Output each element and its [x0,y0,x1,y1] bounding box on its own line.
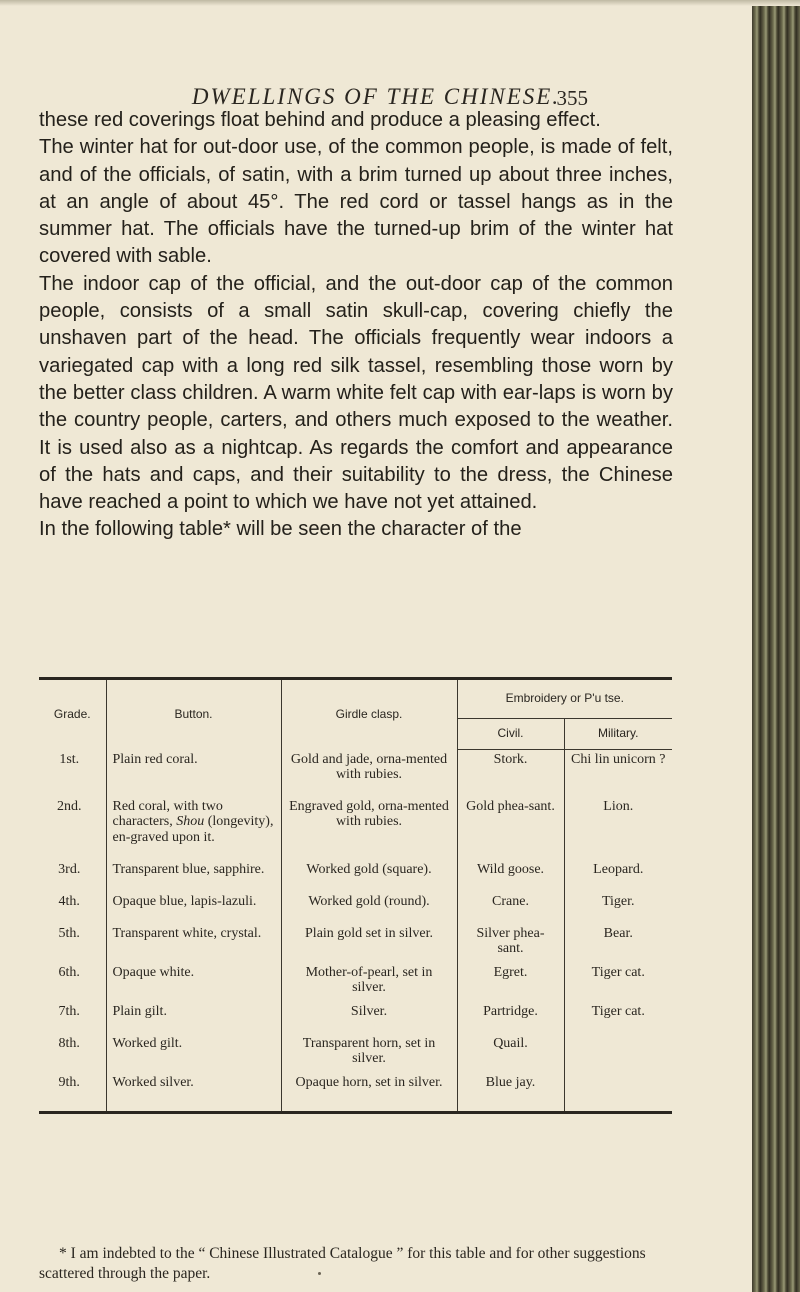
cell-girdle-clasp: Silver. [281,1002,457,1034]
cell-military: Chi lin unicorn ? [564,750,672,797]
cell-military [564,1073,672,1113]
paragraph: these red coverings float behind and produce a pleasing effect. [39,109,601,131]
cell-girdle-clasp: Engraved gold, orna-mented with rubies. [281,797,457,860]
paragraph: The indoor cap of the official, and the out-door cap of the common people, consists of a small satin skull-cap, covering chiefly the unshaven part of the head. The officials frequently wear indoors a variegated cap with a long red silk tassel, resembling those worn by the better class children. A warm white felt cap with ear-laps is worn by the country people, carters, and others much exposed to the weather. It is used also as a nightcap. As regards the comfort and appearance of the hats and caps, and their suitability to the dress, the Chinese have reached a point to which we have not yet attained. [39,272,673,514]
cell-girdle-clasp: Plain gold set in silver. [281,924,457,963]
header-civil: Civil. [457,719,564,750]
cell-military: Bear. [564,924,672,963]
page-speck [318,1272,321,1275]
cell-girdle-clasp: Transparent horn, set in silver. [281,1034,457,1073]
cell-girdle-clasp: Gold and jade, orna-mented with rubies. [281,750,457,797]
cell-button: Worked silver. [106,1073,281,1113]
cell-military: Tiger cat. [564,963,672,1002]
cell-grade: 8th. [58,1035,80,1051]
cell-grade: 1st. [59,751,80,767]
cell-civil: Silver phea-sant. [457,924,564,963]
paragraph: The winter hat for out-door use, of the common people, is made of felt, and of the officials, of satin, with a brim turned up about three inches, at an angle of about 45°. The red cord or tassel hangs as in the summer hat. The officials have the turned-up brim of the winter hat covered with sable. [39,136,673,268]
cell-grade: 2nd. [57,798,82,814]
footnote [39,1244,679,1284]
cell-grade: 6th. [58,964,80,980]
cell-civil: Quail. [457,1034,564,1073]
table-row [39,1034,672,1073]
cell-civil: Egret. [457,963,564,1002]
button-text-italic: Shou [176,814,205,829]
cell-military [564,1034,672,1073]
running-title: DWELLINGS OF THE CHINESE. [191,84,561,109]
header-grade: Grade. [39,679,106,750]
table-row [39,924,672,963]
table-row [39,1002,672,1034]
cell-girdle-clasp: Mother-of-pearl, set in silver. [281,963,457,1002]
cell-grade: 9th. [58,1074,80,1090]
cell-military: Tiger. [564,892,672,924]
cell-button: Opaque blue, lapis-lazuli. [106,892,281,924]
cell-military: Lion. [564,797,672,860]
paragraph: In the following table* will be seen the character of the [39,518,522,541]
cell-grade: 7th. [58,1003,80,1019]
cell-girdle-clasp: Worked gold (square). [281,860,457,892]
cell-button: Opaque white. [106,963,281,1002]
cell-military: Tiger cat. [564,1002,672,1034]
cell-civil: Partridge. [457,1002,564,1034]
table-row [39,963,672,1002]
cell-civil: Crane. [457,892,564,924]
cell-girdle-clasp: Opaque horn, set in silver. [281,1073,457,1113]
header-button: Button. [106,679,281,750]
cell-button: Transparent white, crystal. [106,924,281,963]
cell-civil: Gold phea-sant. [457,797,564,860]
table-row [39,1073,672,1113]
cell-girdle-clasp: Worked gold (round). [281,892,457,924]
rank-table [39,677,672,1114]
table-row [39,797,672,860]
cell-grade: 3rd. [58,861,81,877]
page-number: 355 [556,86,588,110]
page-top-shadow [0,0,800,6]
cell-civil: Stork. [457,750,564,797]
table-row [39,892,672,924]
header-embroidery: Embroidery or P'u tse. [457,679,672,719]
cell-button: Transparent blue, sapphire. [106,860,281,892]
button-text: Red coral, with two characters, [112,798,223,829]
header-military: Military. [564,719,672,750]
cell-grade: 4th. [58,893,80,909]
table-row [39,750,672,797]
cell-button: Plain gilt. [106,1002,281,1034]
cell-civil: Blue jay. [457,1073,564,1113]
cell-button [106,797,281,860]
cell-civil: Wild goose. [457,860,564,892]
cell-grade: 5th. [58,925,80,941]
button-text: (longevity), en-graved upon it. [112,814,274,845]
book-edge [752,0,800,1292]
cell-button: Plain red coral. [106,750,281,797]
body-text [39,107,673,544]
cell-button: Worked gilt. [106,1034,281,1073]
table-row [39,860,672,892]
cell-military: Leopard. [564,860,672,892]
footnote-text: * I am indebted to the “ Chinese Illustrated Catalogue ” for this table and for other suggestions scattered through the paper. [39,1245,646,1282]
header-girdle-clasp: Girdle clasp. [281,679,457,750]
